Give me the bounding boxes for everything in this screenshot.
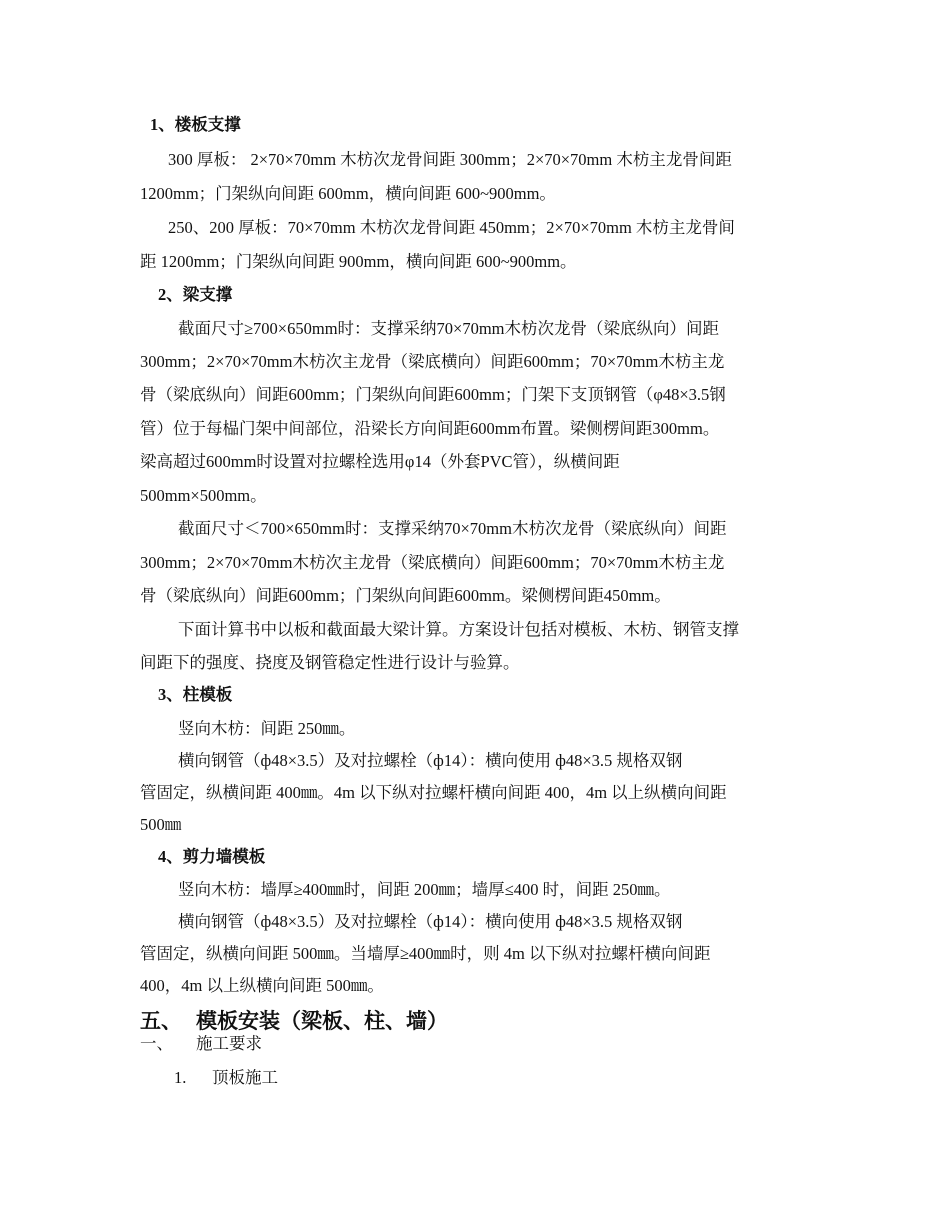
section-heading-column-formwork: 3、柱模板 [158, 685, 233, 704]
chapter-heading [140, 1008, 448, 1034]
paragraph-line: 竖向木枋：间距 250㎜。 [178, 719, 356, 738]
paragraph-line: 400，4m 以上纵横向间距 500㎜。 [140, 976, 384, 995]
chapter-number: 五、 [140, 1009, 182, 1033]
paragraph-line: 下面计算书中以板和截面最大梁计算。方案设计包括对模板、木枋、钢管支撑 [178, 620, 739, 639]
section-number: 一、 [140, 1034, 173, 1053]
paragraph-line: 1200mm；门架纵向间距 600mm，横向间距 600~900mm。 [140, 184, 556, 203]
paragraph-line: 500mm×500mm。 [140, 486, 267, 505]
paragraph-line: 骨（梁底纵向）间距600mm；门架纵向间距600mm；门架下支顶钢管（φ48×3.5钢 [140, 385, 726, 404]
paragraph-line: 250、200 厚板：70×70mm 木枋次龙骨间距 450mm；2×70×70mm 木枋主龙骨间 [168, 218, 735, 237]
paragraph-line: 横向钢管（ф48×3.5）及对拉螺栓（ф14）：横向使用 ф48×3.5 规格双钢 [178, 751, 683, 770]
section-heading-shear-wall-formwork: 4、剪力墙模板 [158, 847, 266, 866]
chapter-title: 模板安装（梁板、柱、墙） [196, 1009, 448, 1033]
paragraph-line: 梁高超过600mm时设置对拉螺栓选用φ14（外套PVC管），纵横间距 [140, 452, 620, 471]
section-title: 施工要求 [196, 1034, 262, 1053]
paragraph-line: 管）位于每榀门架中间部位，沿梁长方向间距600mm布置。梁侧楞间距300mm。 [140, 419, 720, 438]
section-heading-beam-support: 2、梁支撑 [158, 285, 233, 304]
item-title: 顶板施工 [212, 1068, 278, 1087]
paragraph-line: 300mm；2×70×70mm木枋次主龙骨（梁底横向）间距600mm；70×70mm木枋主龙 [140, 352, 725, 371]
paragraph-line: 管固定，纵横向间距 500㎜。当墙厚≥400㎜时，则 4m 以下纵对拉螺杆横向间距 [140, 944, 711, 963]
paragraph-line: 间距下的强度、挠度及钢管稳定性进行设计与验算。 [140, 653, 520, 672]
paragraph-line: 截面尺寸≥700×650mm时：支撑采纳70×70mm木枋次龙骨（梁底纵向）间距 [178, 319, 720, 338]
section-heading-floor-support: 1、楼板支撑 [150, 115, 241, 134]
paragraph-line: 300mm；2×70×70mm木枋次主龙骨（梁底横向）间距600mm；70×70mm木枋主龙 [140, 553, 725, 572]
item-number: 1. [174, 1068, 187, 1087]
paragraph-line: 管固定，纵横间距 400㎜。4m 以下纵对拉螺杆横向间距 400，4m 以上纵横向间距 [140, 783, 727, 802]
paragraph-line: 300 厚板： 2×70×70mm 木枋次龙骨间距 300mm；2×70×70mm 木枋主龙骨间距 [168, 150, 732, 169]
paragraph-line: 截面尺寸＜700×650mm时：支撑采纳70×70mm木枋次龙骨（梁底纵向）间距 [178, 519, 727, 538]
paragraph-line: 500㎜ [140, 815, 182, 834]
numbered-item [174, 1067, 278, 1089]
paragraph-line: 骨（梁底纵向）间距600mm；门架纵向间距600mm。梁侧楞间距450mm。 [140, 586, 671, 605]
section-heading [140, 1033, 262, 1055]
paragraph-line: 横向钢管（ф48×3.5）及对拉螺栓（ф14）：横向使用 ф48×3.5 规格双钢 [178, 912, 683, 931]
paragraph-line: 竖向木枋：墙厚≥400㎜时，间距 200㎜；墙厚≤400 时，间距 250㎜。 [178, 880, 671, 899]
paragraph-line: 距 1200mm；门架纵向间距 900mm，横向间距 600~900mm。 [140, 252, 577, 271]
